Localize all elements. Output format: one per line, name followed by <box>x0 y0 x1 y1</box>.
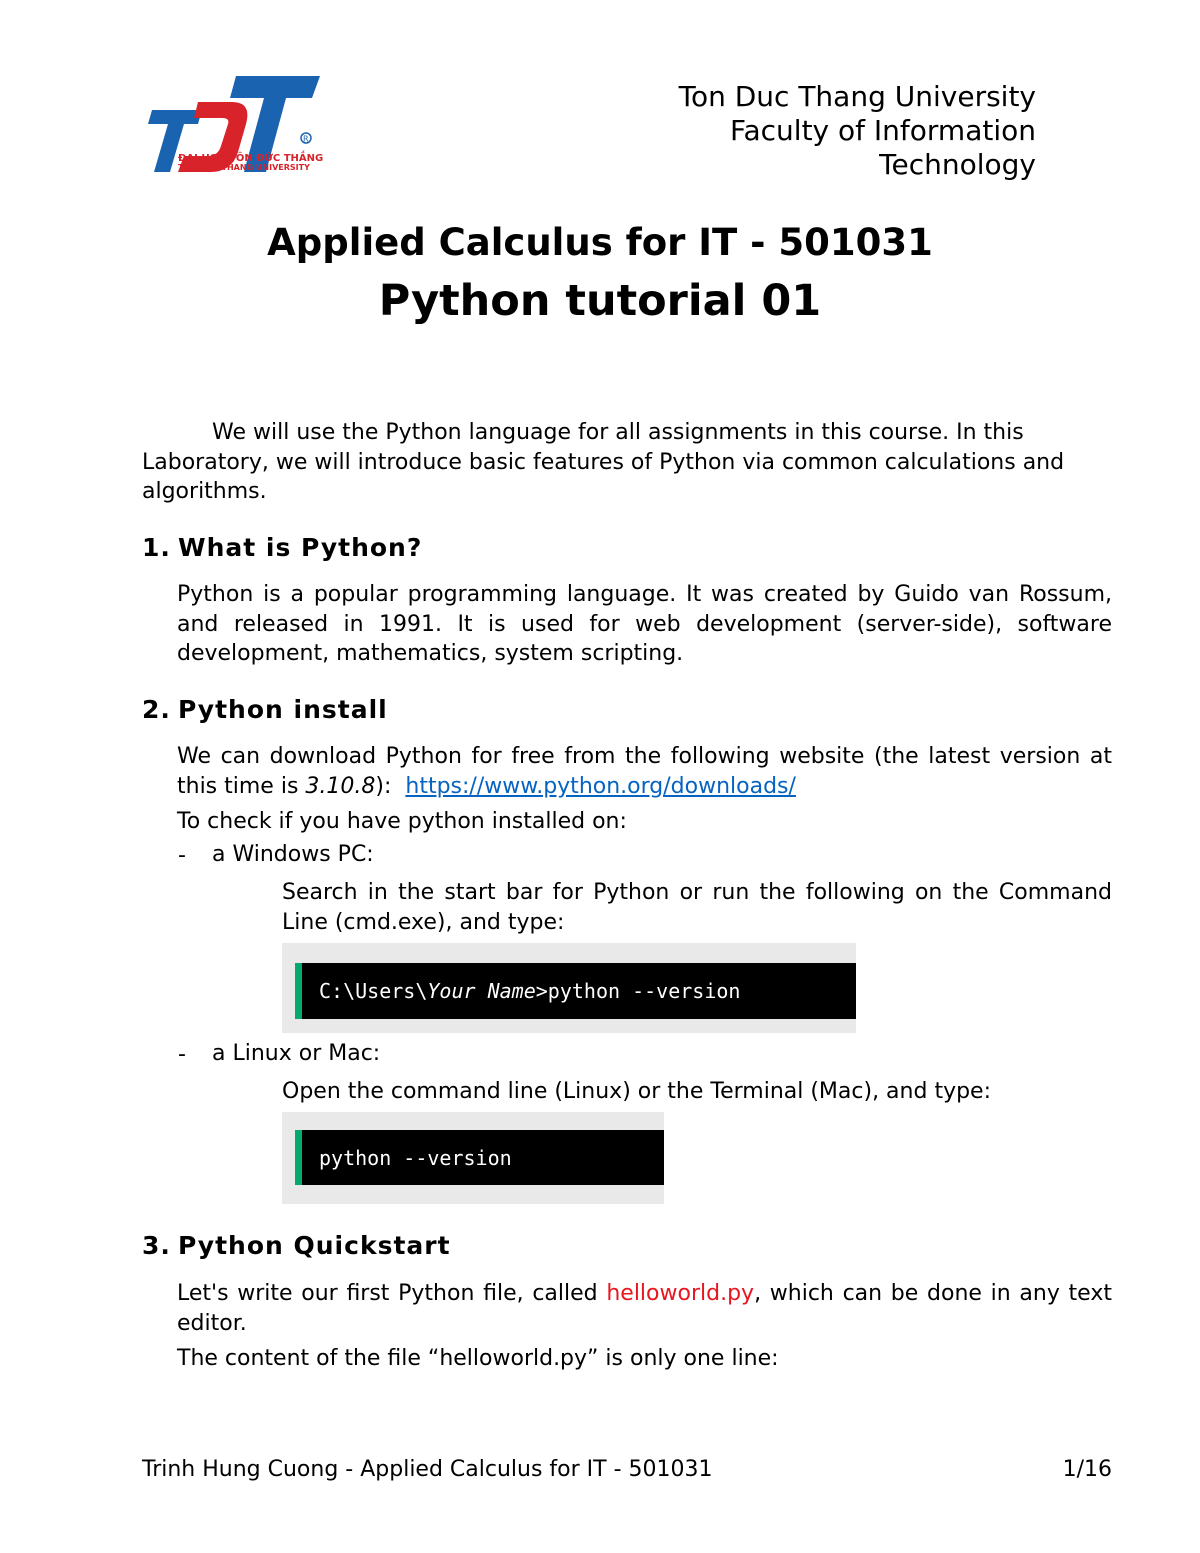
faculty-line-2: Technology <box>879 148 1036 181</box>
section-3-heading <box>142 1230 1112 1262</box>
faculty-line-1: Faculty of Information <box>729 114 1036 147</box>
check-install-text: To check if you have python installed on: <box>177 809 627 834</box>
code-placeholder: Your Name <box>427 979 536 1003</box>
download-text: We can download Python for free from the following website (the latest version at this time is <box>177 744 1112 799</box>
section-title: Python Quickstart <box>178 1231 451 1260</box>
university-logo <box>140 72 322 174</box>
section-title: Python install <box>178 695 388 724</box>
helloworld-filename: helloworld.py <box>606 1281 755 1306</box>
python-downloads-link[interactable]: https://www.python.org/downloads/ <box>405 773 796 799</box>
python-version: 3.10.8 <box>305 773 376 799</box>
section-number: 1. <box>142 533 171 562</box>
mac-bullet-label: a Linux or Mac: <box>212 1041 381 1066</box>
quickstart-text-start: Let's write our first Python file, called <box>177 1281 607 1306</box>
windows-code <box>295 963 856 1019</box>
section-2-download-text <box>177 742 1112 801</box>
mac-code: python --version <box>295 1130 664 1185</box>
university-info <box>679 80 1036 182</box>
download-text-end: ): <box>375 773 392 799</box>
code-command: >python --version <box>535 979 741 1003</box>
intro-paragraph: We will use the Python language for all assignments in this course. In this Laboratory, we will introduce basic features of Python via common calculations and algorithms. <box>142 420 1065 504</box>
quickstart-text <box>177 1279 1112 1338</box>
section-1-text: Python is a popular programming language. It was created by Guido van Rossum, and released in 1991. It is used for web development (server-side), software development, mathematics, system scripting. <box>177 582 1112 666</box>
windows-bullet-label: a Windows PC: <box>212 842 374 867</box>
course-title: Applied Calculus for IT - 501031 <box>267 221 933 264</box>
section-number: 2. <box>142 695 171 724</box>
file-content-text: The content of the file “helloworld.py” is only one line: <box>177 1346 779 1371</box>
mac-instruction: Open the command line (Linux) or the Terminal (Mac), and type: <box>282 1079 991 1104</box>
section-title: What is Python? <box>178 533 423 562</box>
svg-text:R: R <box>303 134 309 144</box>
page-number: 1/16 <box>1062 1457 1112 1482</box>
quickstart-text-end: , which can be done in any text editor. <box>177 1281 1112 1336</box>
section-1-heading <box>142 532 1112 564</box>
section-2-heading <box>142 694 1112 726</box>
bullet-dash: - <box>178 843 186 868</box>
section-number: 3. <box>142 1231 171 1260</box>
university-name: Ton Duc Thang University <box>678 80 1036 113</box>
tutorial-title: Python tutorial 01 <box>378 276 822 326</box>
code-prefix: C:\Users\ <box>319 979 428 1003</box>
bullet-dash: - <box>178 1042 186 1067</box>
footer-author-course: Trinh Hung Cuong - Applied Calculus for IT - 501031 <box>142 1457 713 1482</box>
windows-code-block <box>282 943 856 1033</box>
logo-caption-en: TON DUC THANG UNIVERSITY <box>178 163 310 172</box>
windows-instruction: Search in the start bar for Python or run the following on the Command Line (cmd.exe), and type: <box>282 880 1112 935</box>
logo-caption-vn: ĐẠI HỌC TÔN ĐỨC THẮNG <box>178 153 324 164</box>
mac-code-block <box>282 1112 664 1204</box>
